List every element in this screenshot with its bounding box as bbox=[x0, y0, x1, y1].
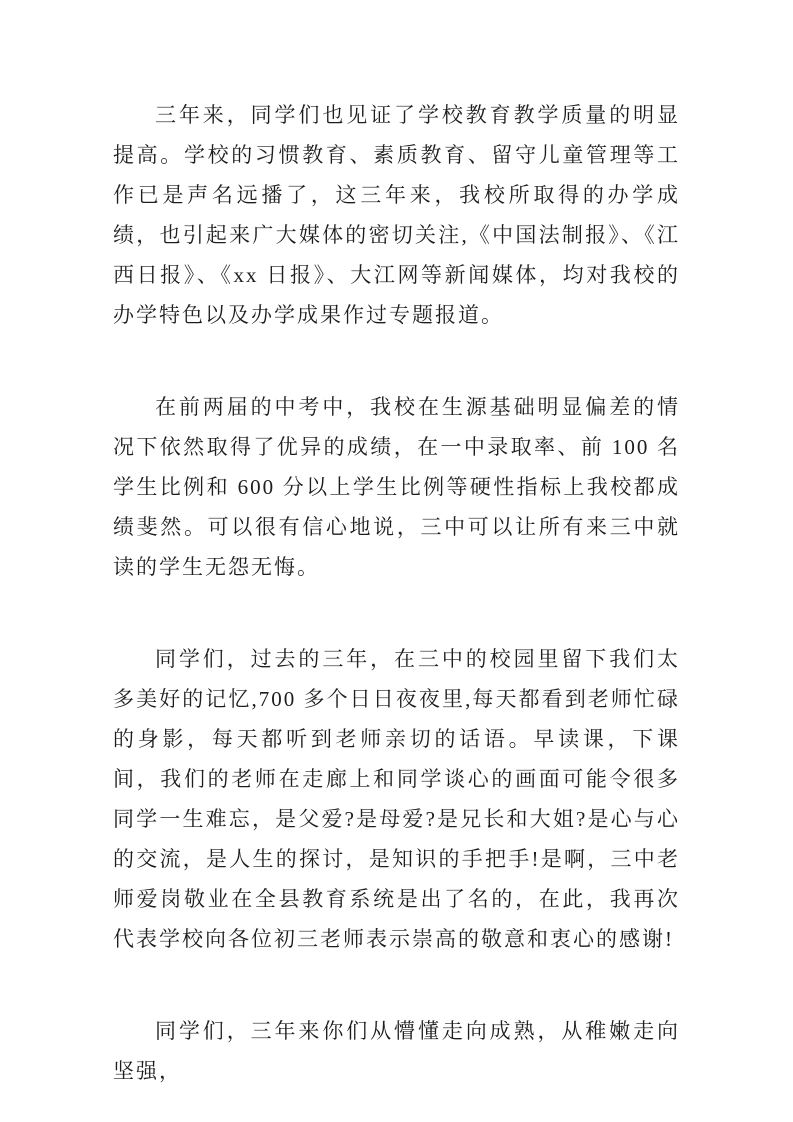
paragraph-exam-results: 在前两届的中考中，我校在生源基础明显偏差的情况下依然取得了优异的成绩，在一中录取率、前 100 名学生比例和 600 分以上学生比例等硬性指标上我校都成绩斐然。可以很有信心地说，三中可以让所有来三中就读的学生无怨无悔。 bbox=[113, 395, 680, 579]
paragraph-school-quality-media-coverage: 三年来，同学们也见证了学校教育教学质量的明显提高。学校的习惯教育、素质教育、留守儿童管理等工作已是声名远播了，这三年来，我校所取得的办学成绩，也引起来广大媒体的密切关注,《中国法制报》、《江西日报》、《xx 日报》、大江网等新闻媒体，均对我校的办学特色以及办学成果作过专题报道。 bbox=[113, 103, 680, 327]
document-body bbox=[113, 95, 680, 1091]
paragraph-students-growth: 同学们，三年来你们从懵懂走向成熟，从稚嫩走向坚强， bbox=[113, 1019, 680, 1083]
paragraph-three-years-memories-teachers: 同学们，过去的三年，在三中的校园里留下我们太多美好的记忆,700 多个日日夜夜里,每天都看到老师忙碌的身影，每天都听到老师亲切的话语。早读课，下课间，我们的老师在走廊上和同学谈心的画面可能令很多同学一生难忘，是父爱?是母爱?是兄长和大姐?是心与心的交流，是人生的探讨，是知识的手把手!是啊，三中老师爱岗敬业在全县教育系统是出了名的，在此，我再次代表学校向各位初三老师表示崇高的敬意和衷心的感谢! bbox=[113, 647, 680, 951]
